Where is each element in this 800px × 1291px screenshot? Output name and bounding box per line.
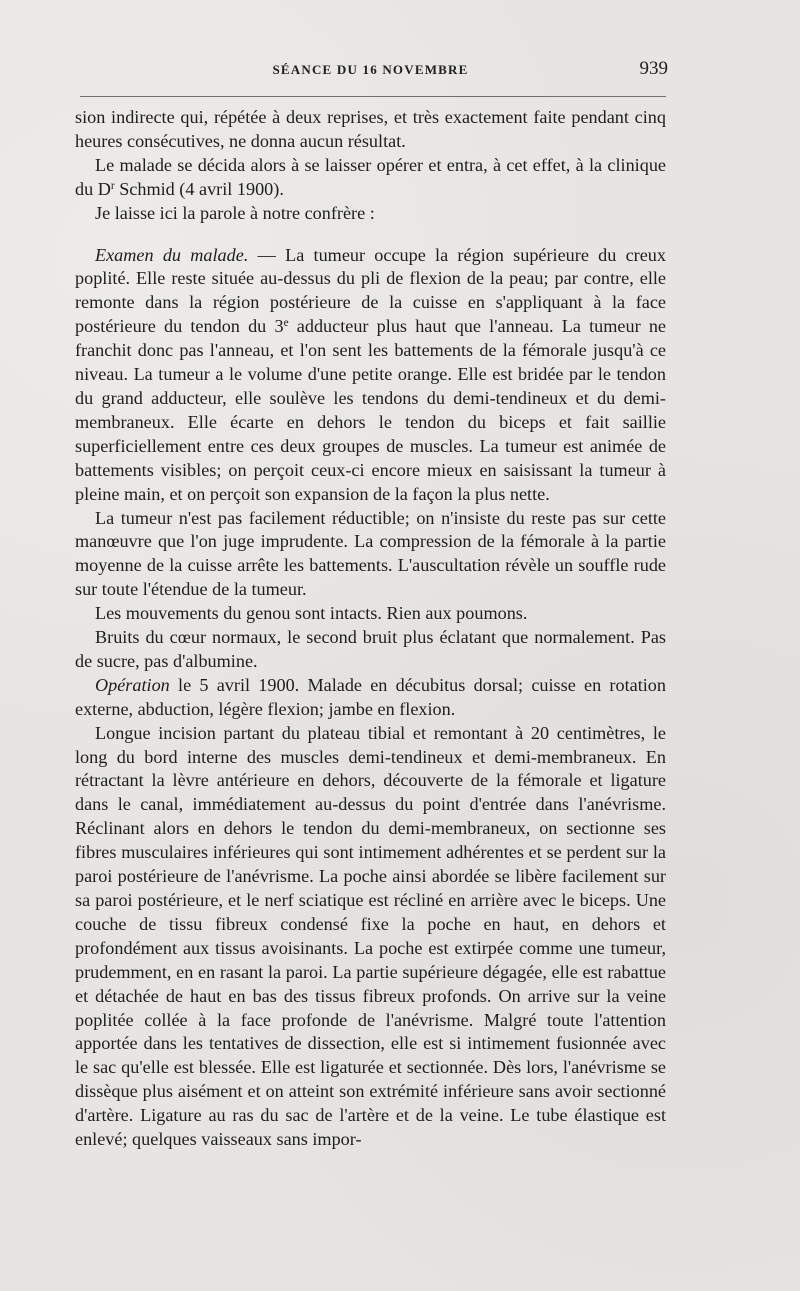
- superscript-r: r: [110, 179, 115, 192]
- paragraph-7: [75, 626, 666, 674]
- paragraph-9-text: Longue incision partant du plateau tibial et remontant à 20 centimètres, le long du bord interne des muscles demi-tendineux et demi-membraneux. En rétractant la lèvre antérieure en dehors, découverte de la fémorale et ligature dans le canal, immédiatement au-dessus du point d'entrée dans l'anévrisme. Réclinant alors en dehors le tendon du demi-membraneux, on sectionne ses fibres musculaires inférieures qui sont intimement adhérentes et se perdent sur la paroi postérieure de l'anévrisme. La poche ainsi abordée se libère facilement sur sa paroi postérieure, et le nerf sciatique est récliné en arrière avec le biceps. Une couche de tissu fibreux condensé fixe la poche en haut, en dehors et profondément aux tissus avoisinants. La poche est extirpée comme une tumeur, prudemment, en en rasant la paroi. La partie supérieure dégagée, elle est rabattue et détachée de haut en bas des tissus fibreux profonds. On arrive sur la veine poplitée collée à la face profonde de l'anévrisme. Malgré toute l'attention apportée dans les tentatives de dissection, elle est si intimement fusionnée avec le sac qu'elle est blessée. Elle est ligaturée et sectionnée. Dès lors, l'anévrisme se dissèque plus aisément et on atteint son extrémité inférieure sans avoir sectionné d'artère. Ligature au ras du sac de l'artère et de la veine. Le tube élastique est enlevé; quelques vaisseaux sans impor-: [75, 722, 666, 1150]
- paragraph-3-text: Je laisse ici la parole à notre confrère :: [95, 202, 375, 223]
- paragraph-2: [75, 154, 666, 202]
- page-header: [75, 56, 666, 86]
- page-body: [75, 106, 666, 1152]
- paragraph-2-tail: Schmid (4 avril 1900).: [114, 178, 284, 199]
- paragraph-4-text: — La tumeur occupe la région supérieure du creux poplité. Elle reste située au-dessus du pli de flexion de la peau; par contre, elle remonte dans la région postérieure de la cuisse en s'appliquant à la face postérieure du tendon du 3: [75, 244, 666, 337]
- paragraph-4-lead: Examen du malade.: [95, 244, 249, 265]
- page-number: 939: [639, 58, 668, 79]
- superscript-e: e: [283, 317, 289, 330]
- paragraph-6-text: Les mouvements du genou sont intacts. Rien aux poumons.: [95, 603, 528, 624]
- paragraph-5-text: La tumeur n'est pas facilement réductible; on n'insiste du reste pas sur cette manœuvre que l'on juge imprudente. La compression de la fémorale à la partie moyenne de la cuisse arrête les battements. L'auscultation révèle un souffle rude sur toute l'étendue de la tumeur.: [75, 507, 666, 600]
- paragraph-1-text: sion indirecte qui, répétée à deux reprises, et très exactement faite pendant cinq heures consécutives, ne donna aucun résultat.: [75, 107, 666, 151]
- paragraph-7-text: Bruits du cœur normaux, le second bruit plus éclatant que normalement. Pas de sucre, pas d'albumine.: [75, 627, 666, 671]
- paragraph-2-text: Le malade se décida alors à se laisser opérer et entra, à cet effet, à la clinique du D: [75, 154, 666, 199]
- header-rule: [80, 96, 666, 97]
- paragraph-8: [75, 674, 666, 722]
- paragraph-3: [75, 202, 666, 226]
- paragraph-4-tail: adducteur plus haut que l'anneau. La tumeur ne franchit donc pas l'anneau, et l'on sent les battements de la fémorale jusqu'à ce niveau. La tumeur a le volume d'une petite orange. Elle est bridée par le tendon du grand adducteur, elle soulève les tendons du demi-tendineux et du demi-membraneux. Elle écarte en dehors le tendon du biceps et fait saillie superficiellement entre ces deux groupes de muscles. La tumeur est animée de battements visibles; on perçoit ceux-ci encore mieux en saisissant la tumeur à pleine main, et on perçoit son expansion de la façon la plus nette.: [75, 316, 666, 504]
- paragraph-8-lead: Opération: [95, 674, 170, 695]
- paragraph-4: [75, 244, 666, 507]
- paragraph-8-text: le 5 avril 1900. Malade en décubitus dorsal; cuisse en rotation externe, abduction, légère flexion; jambe en flexion.: [75, 674, 666, 719]
- paragraph-1: [75, 106, 666, 154]
- paragraph-6: [75, 602, 666, 626]
- section-spacer: [75, 226, 666, 244]
- paragraph-9: [75, 722, 666, 1152]
- paragraph-5: [75, 507, 666, 603]
- running-head: SÉANCE DU 16 NOVEMBRE: [272, 62, 469, 77]
